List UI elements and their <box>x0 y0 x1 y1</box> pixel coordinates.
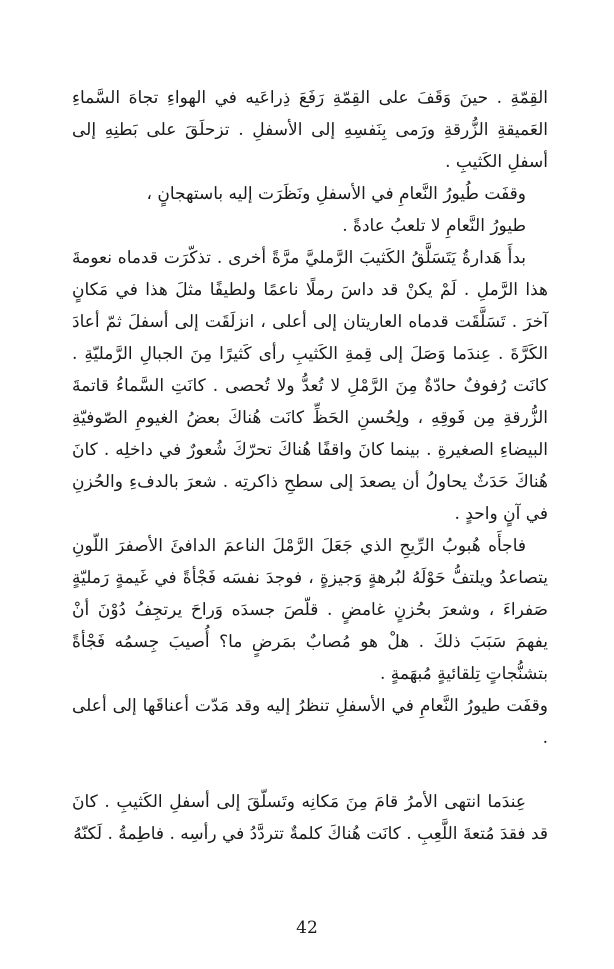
page-number: 42 <box>296 918 318 938</box>
paragraph-6: وقفَت طيورُ النَّعامِ في الأسفلِ تنظرُ إليه وقد مَدّت أعناقَها إلى أعلى . <box>72 696 548 748</box>
paragraph-5: فاجأَه هُبوبُ الرِّيحِ الذي جَعَلَ الرَّمْلَ الناعمَ الدافئَ الأصفرَ اللّونِ يتصاعدُ ويلتفُّ حَوْلَهُ لبُرهةٍ وَجيزةٍ ، فوجدَ نفسَه فَجْأةً في غَيمةٍ رَمليّةٍ صَفراءَ ، وشعرَ بحُزنٍ غامضٍ . قلّصَ جسدَه وَراحَ يرتجِفُ دُوْنَ أنْ يفهمَ سَبَبَ ذلكَ . هلْ هو مُصابٌ بمَرضٍ ما؟ أُصيبَ جِسمُه فَجْأةً بتشنُّجاتٍ تِلقائيةٍ مُبهَمةٍ . <box>72 536 548 684</box>
paragraph-2: وقفَت طُيورُ النَّعامِ في الأسفلِ ونَظَرَت إليه باستهجانٍ ، <box>146 184 526 204</box>
body-text <box>72 82 548 850</box>
paragraph-1: القِمّةِ . حينَ وَقَفَ على القِمّةِ رَفَعَ ذِراعَيه في الهواءِ تجاهَ السَّماءِ العَميقةِ الزُّرقةِ ورَمى بِنَفسِهِ إلى الأسفلِ . تزحلَقَ على بَطنِهِ إلى أسفلِ الكَثيبِ . <box>72 88 548 172</box>
paragraph-4: بدأَ هَدارةُ يَتَسَلَّقُ الكَثيبَ الرَّمليَّ مرَّةً أخرى . تذكّرَت قدماه نعومةَ هذا الرَّملِ . لَمْ يكنْ قد داسَ رملًا ناعمًا ولطيفًا مثلَ هذا في مَكانٍ آخرَ . تَسَلَّقَت قدماه العاريتان إلى أعلى ، انزلَقَت إلى أسفلَ ثمّ أعادَ الكَرَّةَ . عِندَما وَصَلَ إلى قِمةِ الكَثيبِ رأى كَثيرًا مِنَ الجبالِ الرَّمليّةِ . كانَت رُفوفٌ حادّةٌ مِنَ الرَّمْلِ لا تُعدُّ ولا تُحصى . كانَتِ السَّماءُ قاتمةَ الزُّرقةِ مِن فَوقِهِ ، ولِحُسنِ الحَظِّ كانَت هُناكَ بعضُ الغيومِ الصّوفيّةِ البيضاءِ الصغيرةِ . بينما كانَ واقفًا هُناكَ تحرّكَ شُعورٌ في داخلِه . كانَ هُناكَ حَدَثٌ يحاولُ أن يصعدَ إلى سطحِ ذاكرتِه . شعرَ بالدفءِ والحُزنِ في آنٍ واحدٍ . <box>72 248 548 524</box>
paragraph-7: عِندَما انتهى الأمرُ قامَ مِنَ مَكانِه وتَسلّقَ إلى أسفلِ الكَثيبِ . كانَ قد فقدَ مُتعةَ اللَّعِبِ . كانَت هُناكَ كلمةٌ تتردَّدُ في رأسِه . فاطِمةُ . لَكنّهُ <box>72 792 548 844</box>
paragraph-3: طيورُ النَّعامِ لا تلعبُ عادةً . <box>342 216 526 236</box>
